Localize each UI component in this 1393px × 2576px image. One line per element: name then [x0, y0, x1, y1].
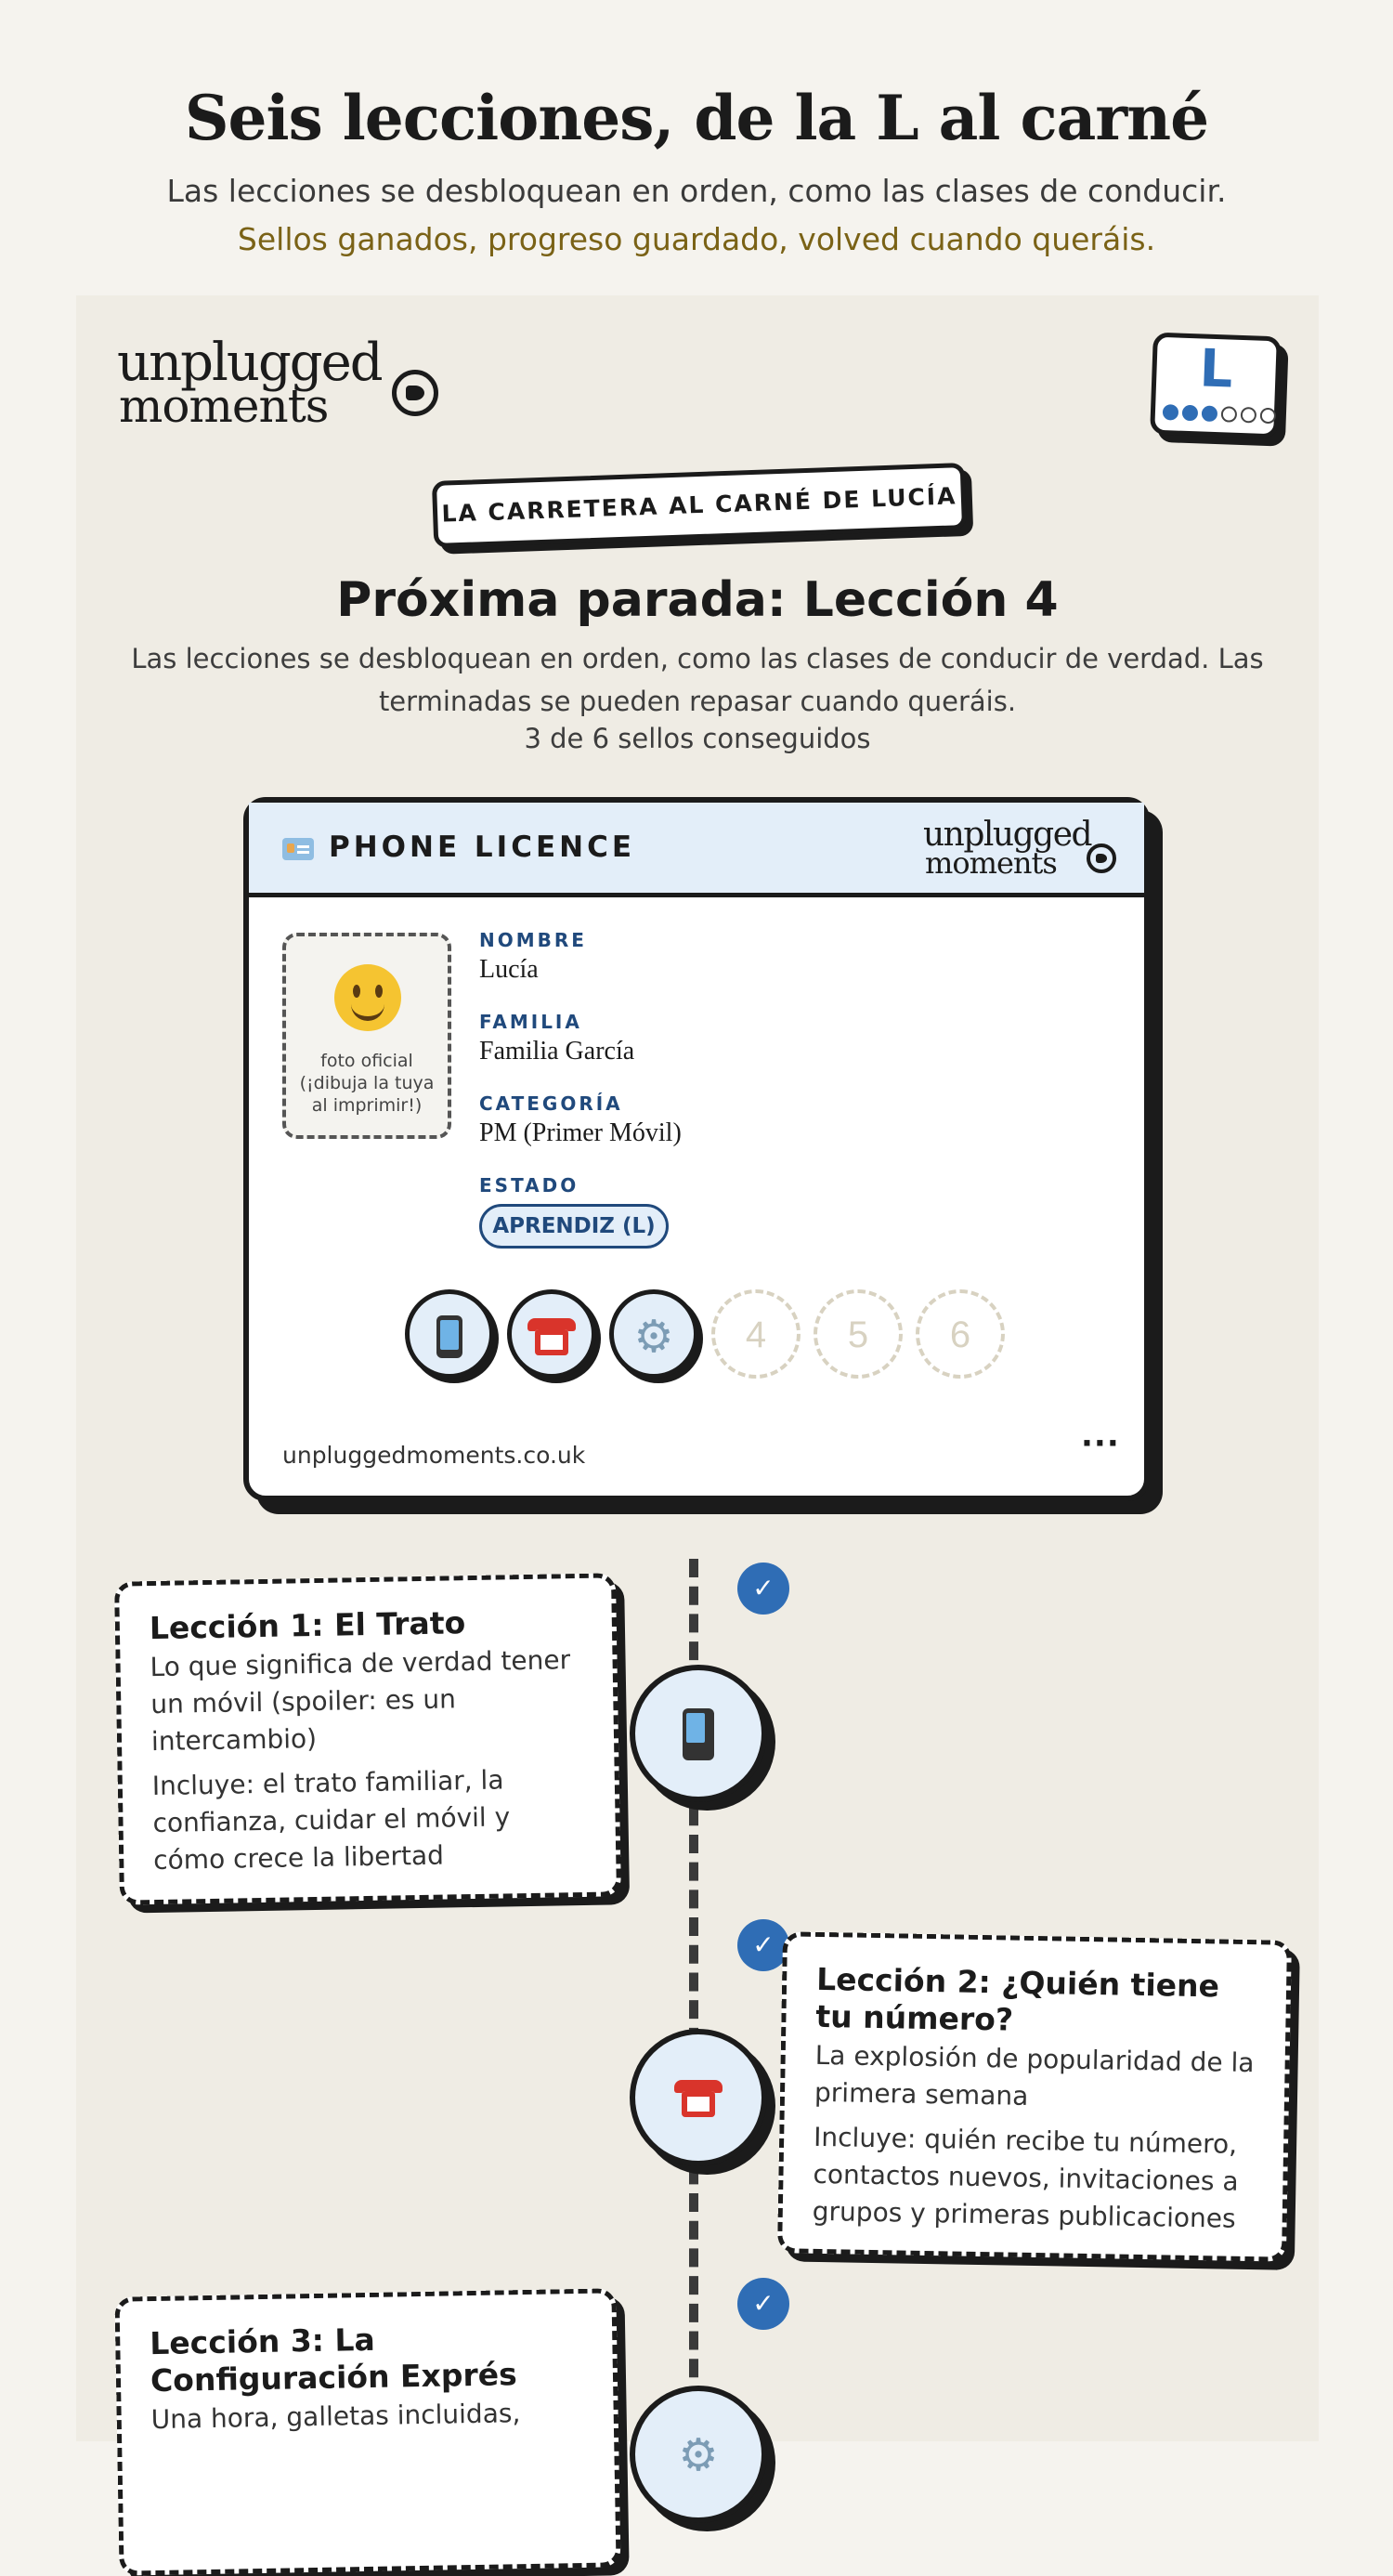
plug-icon — [392, 370, 438, 416]
roadmap-pill: LA CARRETERA AL CARNÉ DE LUCÍA — [432, 463, 967, 548]
id-card-icon — [282, 838, 314, 860]
field-label-family: FAMILIA — [479, 1011, 582, 1033]
telephone-icon — [527, 1318, 576, 1355]
stamp-count: 3 de 6 sellos conseguidos — [524, 723, 871, 754]
lesson-description: Una hora, galletas incluidas, — [150, 2398, 521, 2436]
page-subtitle: Las lecciones se desbloquean en orden, como las clases de conducir. — [166, 173, 1227, 209]
check-icon: ✓ — [737, 1919, 789, 1971]
learner-badge-letter: L — [1198, 338, 1234, 400]
lesson-includes: Incluye: el trato familiar, la confianza, cuidar el móvil y cómo crece la libertad — [151, 1764, 511, 1876]
gear-icon: ⚙ — [678, 2428, 719, 2481]
lesson-1-node[interactable] — [630, 1665, 767, 1802]
learner-badge — [1150, 333, 1282, 439]
telephone-icon — [674, 2080, 723, 2117]
stamp-5: 5 — [814, 1289, 903, 1379]
field-label-name: NOMBRE — [479, 929, 587, 951]
stamp-3 — [609, 1289, 698, 1379]
phone-icon — [436, 1315, 462, 1358]
gear-icon: ⚙ — [633, 1310, 674, 1363]
lesson-description: La explosión de popularidad de la primera semana — [814, 2039, 1255, 2112]
progress-dot — [1260, 408, 1277, 425]
photo-caption: foto oficial (¡dibuja la tuya al imprimir!) — [299, 1051, 435, 1116]
stamp-2 — [507, 1289, 596, 1379]
check-icon: ✓ — [737, 2278, 789, 2330]
progress-dot — [1163, 404, 1179, 421]
page-subtitle-secondary: Sellos ganados, progreso guardado, volved cuando queráis. — [237, 221, 1156, 257]
progress-dot — [1202, 405, 1218, 422]
lesson-2-node[interactable] — [630, 2029, 767, 2166]
more-options-icon[interactable]: ··· — [1081, 1425, 1120, 1462]
brand-logo-line1: unplugged — [117, 333, 382, 393]
check-icon: ✓ — [737, 1563, 789, 1615]
licence-logo-line1: unplugged — [923, 816, 1092, 854]
progress-dots — [1163, 404, 1277, 424]
lesson-title: Lección 2: ¿Quién tiene tu número? — [815, 1960, 1220, 2038]
lesson-title: Lección 1: El Trato — [149, 1604, 466, 1647]
lesson-includes: Incluye: quién recibe tu número, contactos nuevos, invitaciones a grupos y primeras publicaciones — [812, 2121, 1239, 2234]
lesson-3-card[interactable] — [114, 2288, 620, 2575]
brand-logo[interactable] — [117, 333, 470, 433]
photo-placeholder — [282, 933, 451, 1139]
lesson-3-node[interactable] — [630, 2386, 767, 2523]
next-stop-description: Las lecciones se desbloquean en orden, como las clases de conducir de verdad. Las terminadas se pueden repasar cuando queráis. — [131, 643, 1264, 717]
brand-logo-line2: moments — [119, 379, 329, 433]
licence-url[interactable]: unpluggedmoments.co.uk — [282, 1442, 586, 1469]
field-label-category: CATEGORÍA — [479, 1092, 623, 1115]
licence-logo-line2: moments — [925, 845, 1057, 881]
stamp-1 — [405, 1289, 494, 1379]
page-title: Seis lecciones, de la L al carné — [184, 82, 1209, 154]
next-stop-title: Próxima parada: Lección 4 — [336, 572, 1059, 628]
phone-licence-card — [243, 797, 1150, 1501]
field-label-status: ESTADO — [479, 1174, 579, 1196]
progress-dot — [1241, 407, 1257, 424]
field-value-name: Lucía — [479, 955, 539, 984]
progress-dot — [1182, 405, 1199, 422]
roadmap-panel — [76, 295, 1319, 2481]
plug-icon — [1087, 843, 1116, 873]
progress-dot — [1221, 406, 1238, 423]
status-badge: APRENDIZ (L) — [479, 1204, 669, 1249]
lesson-description: Lo que significa de verdad tener un móvil (spoiler: es un intercambio) — [150, 1644, 571, 1758]
lesson-title: Lección 3: La Configuración Exprés — [149, 2321, 518, 2399]
phone-icon — [683, 1708, 714, 1760]
stamp-6: 6 — [916, 1289, 1005, 1379]
licence-title: PHONE LICENCE — [329, 830, 636, 864]
lesson-2-card[interactable] — [777, 1931, 1292, 2262]
smiley-icon — [334, 964, 401, 1031]
stamp-4: 4 — [711, 1289, 801, 1379]
lesson-1-card[interactable] — [114, 1573, 621, 1904]
field-value-category: PM (Primer Móvil) — [479, 1118, 682, 1147]
licence-header — [249, 803, 1144, 897]
field-value-family: Familia García — [479, 1037, 635, 1066]
